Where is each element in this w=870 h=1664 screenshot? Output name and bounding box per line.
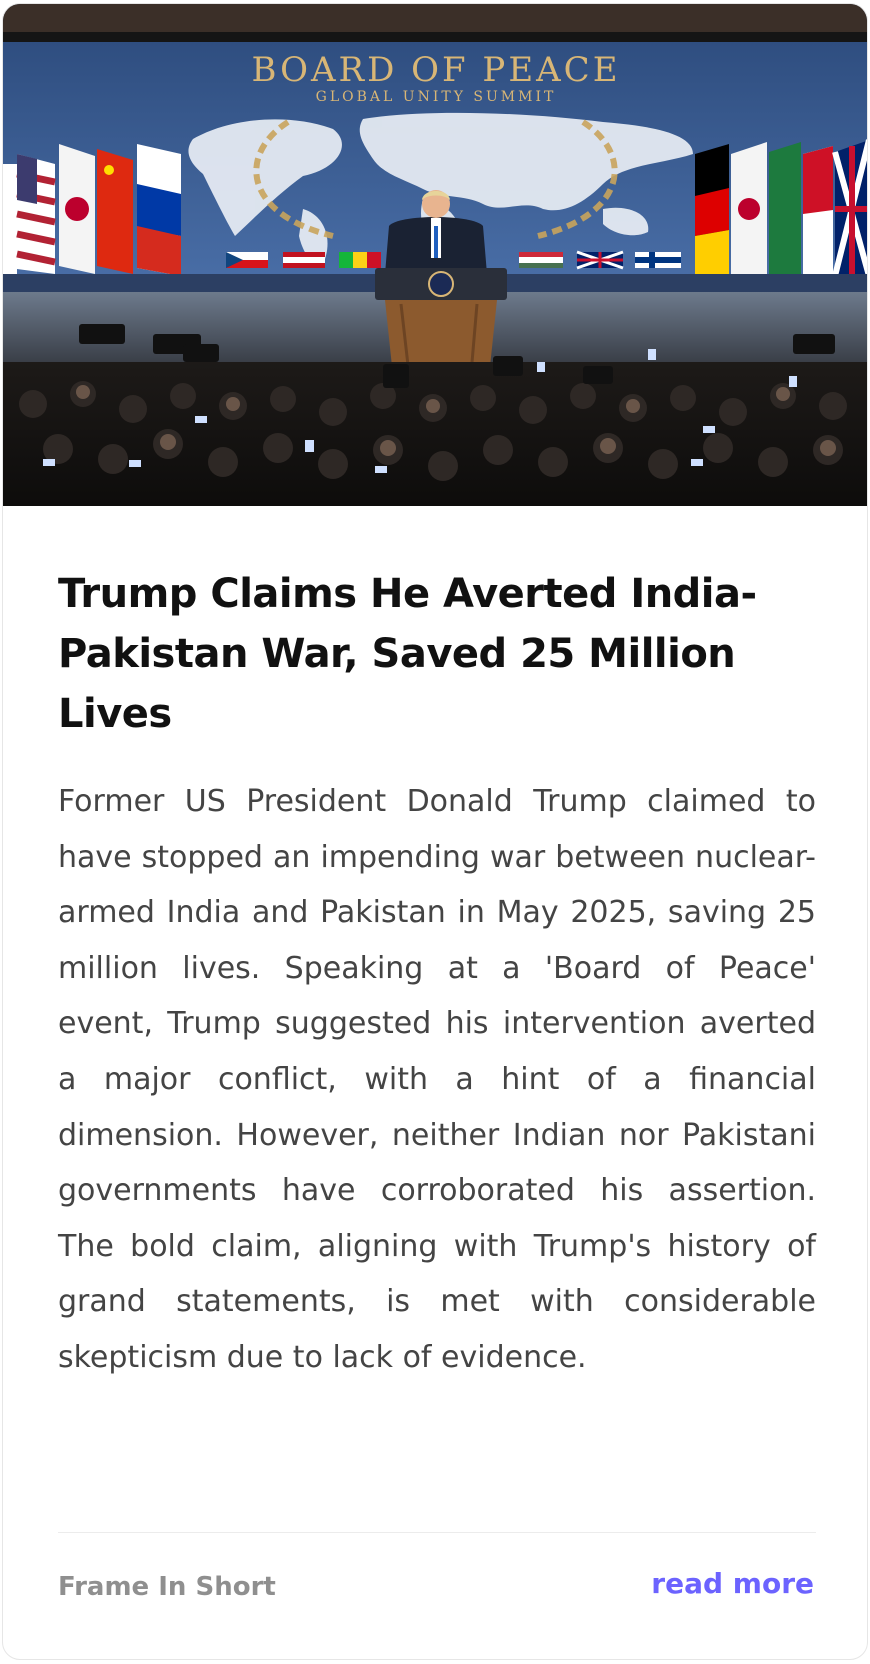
read-more-link[interactable]: read more [651, 1567, 814, 1600]
article-headline[interactable]: Trump Claims He Averted India-Pakistan War, Saved 25 Million Lives [58, 571, 757, 737]
sign-subtitle: GLOBAL UNITY SUMMIT [315, 89, 557, 105]
article-image[interactable] [3, 4, 868, 506]
footer-divider [58, 1532, 816, 1533]
source-label: Frame In Short [58, 1572, 276, 1602]
article-content [58, 564, 816, 744]
news-card [2, 3, 868, 1660]
sign-title: BOARD OF PEACE [251, 50, 621, 90]
article-summary: Former US President Donald Trump claimed to have stopped an impending war between nuclear-armed India and Pakistan in May 2025, saving 25 million lives. Speaking at a 'Board of Peace' event, Trump suggested his intervention averted a major conflict, with a hint of a financial dimension. However, neither Indian nor Pakistani governments have corroborated his assertion. The bold claim, aligning with Trump's history of grand statements, is met with considerable skepticism due to lack of evidence. [58, 784, 816, 1375]
